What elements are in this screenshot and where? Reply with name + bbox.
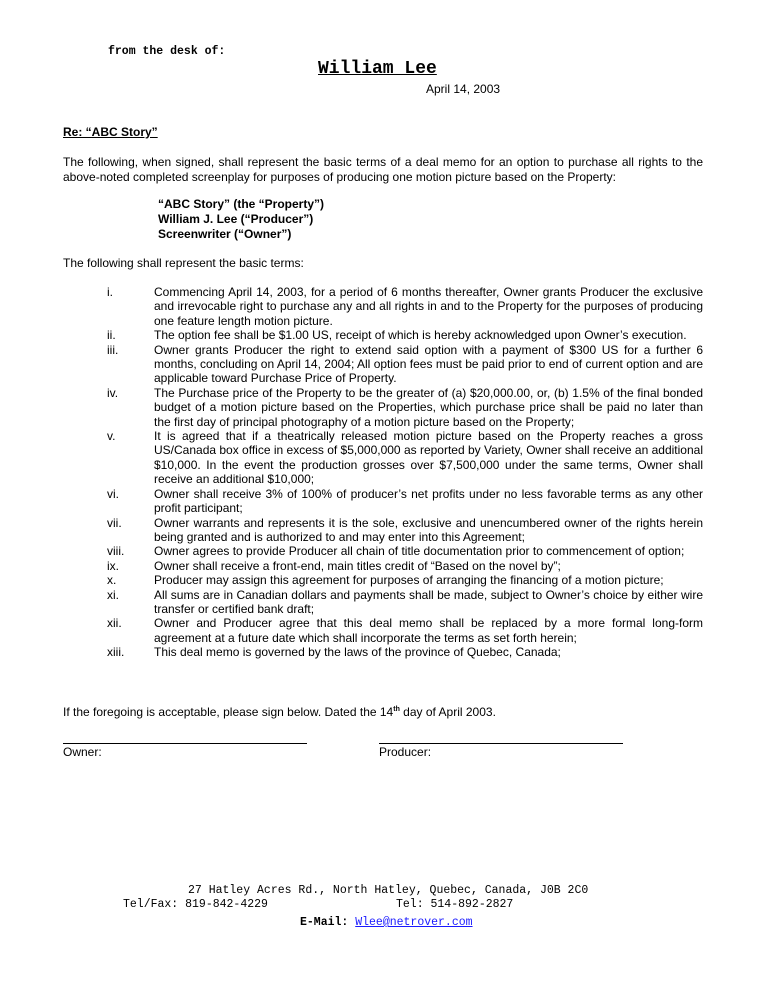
term-number: i. (107, 285, 113, 299)
term-item (63, 328, 703, 342)
term-item (63, 645, 703, 659)
term-number: iv. (107, 385, 119, 400)
term-text: Owner and Producer agree that this deal memo shall be replaced by a more formal long-form agreement at a future date which shall incorporate the terms as set forth herein; (154, 616, 703, 645)
from-desk-label: from the desk of: (108, 45, 226, 58)
letter-date: April 14, 2003 (426, 82, 501, 96)
owner-label: Owner: (63, 745, 102, 759)
term-item (63, 616, 703, 645)
term-number: vi. (107, 486, 119, 501)
term-text: Owner shall receive a front-end, main titles credit of “Based on the novel by”; (154, 558, 561, 573)
term-text: Owner grants Producer the right to extend said option with a payment of $300 US for a further 6 months, concluding on April 14, 2004; All option fees must be paid prior to end of current option and are applicable toward Purchase Price of Property. (154, 342, 703, 386)
party-owner: Screenwriter (“Owner”) (158, 227, 292, 241)
letterhead-name: William Lee (318, 59, 437, 79)
term-item (63, 588, 703, 617)
term-text: The option fee shall be $1.00 US, receipt of which is hereby acknowledged upon Owner’s execution. (154, 328, 687, 343)
footer-address: 27 Hatley Acres Rd., North Hatley, Quebec, Canada, J0B 2C0 (188, 884, 589, 897)
producer-signature-line[interactable] (379, 743, 623, 744)
term-item (63, 285, 703, 328)
terms-list (63, 285, 703, 660)
term-text: Commencing April 14, 2003, for a period of 6 months thereafter, Owner grants Producer the exclusive and irrevocable right to purchase any and all rights in and to the Property for the purposes of producing one feature length motion picture. (154, 285, 703, 328)
term-text: Owner agrees to provide Producer all chain of title documentation prior to commencement of option; (154, 544, 685, 559)
acceptance-text: If the foregoing is acceptable, please sign below. Dated the 14 (63, 705, 394, 719)
term-item (63, 559, 703, 573)
owner-signature-line[interactable] (63, 743, 307, 744)
basic-terms-intro: The following shall represent the basic terms: (63, 256, 304, 270)
term-text: Owner shall receive 3% of 100% of producer’s net profits under no less favorable terms as any other profit participant; (154, 486, 703, 516)
term-number: viii. (107, 544, 125, 559)
email-label: E-Mail: (300, 916, 356, 929)
term-item (63, 429, 703, 487)
term-number: xii. (107, 616, 122, 631)
term-number: ii. (107, 328, 116, 343)
term-text: It is agreed that if a theatrically released motion picture based on the Property reaches a gross US/Canada box office in excess of $5,000,000 as reported by Variety, Owner shall receive an additional $10,000. In the event the production grosses over $7,500,000 under the same terms, Owner shall receive an additional $10,000; (154, 429, 703, 487)
acceptance-line (63, 702, 703, 720)
term-text: This deal memo is governed by the laws of the province of Quebec, Canada; (154, 645, 561, 660)
term-text: The Purchase price of the Property to be the greater of (a) $20,000.00, or, (b) 1.5% of the final bonded budget of a motion picture based on the Properties, which purchase price shall be paid no later than the first day of principal photography of a motion picture based on the Property; (154, 385, 703, 429)
intro-paragraph: The following, when signed, shall represent the basic terms of a deal memo for an option to purchase all rights to the above-noted completed screenplay for purposes of producing one motion picture based on the Property: (63, 155, 703, 184)
term-number: v. (107, 429, 116, 444)
party-property: “ABC Story” (the “Property”) (158, 197, 325, 211)
parties-list (158, 197, 324, 242)
term-number: ix. (107, 558, 119, 573)
term-text: All sums are in Canadian dollars and payments shall be made, subject to Owner’s choice by either wire transfer or certified bank draft; (154, 587, 703, 616)
footer-tel: Tel: 514-892-2827 (396, 898, 514, 911)
term-number: x. (107, 573, 117, 588)
term-text: Owner warrants and represents it is the sole, exclusive and unencumbered owner of the rights herein being granted and is authorized to and may enter into this Agreement; (154, 515, 703, 544)
term-number: xiii. (107, 645, 125, 660)
term-text: Producer may assign this agreement for purposes of arranging the financing of a motion picture; (154, 573, 664, 588)
term-item (63, 544, 703, 558)
subject-line: Re: “ABC Story” (63, 125, 158, 139)
acceptance-ordinal: th (393, 706, 400, 713)
producer-label: Producer: (379, 745, 432, 759)
acceptance-text-end: day of April 2003. (399, 705, 496, 719)
term-number: xi. (107, 587, 119, 602)
term-number: vii. (107, 515, 122, 530)
term-item (63, 487, 703, 516)
term-number: iii. (107, 342, 119, 357)
footer-telfax: Tel/Fax: 819-842-4229 (123, 898, 268, 911)
email-link[interactable]: Wlee@netrover.com (355, 916, 473, 929)
term-item (63, 573, 703, 587)
footer-email-line (300, 916, 473, 929)
party-producer: William J. Lee (“Producer”) (158, 212, 314, 226)
term-item (63, 343, 703, 386)
term-item (63, 516, 703, 545)
term-item (63, 386, 703, 429)
